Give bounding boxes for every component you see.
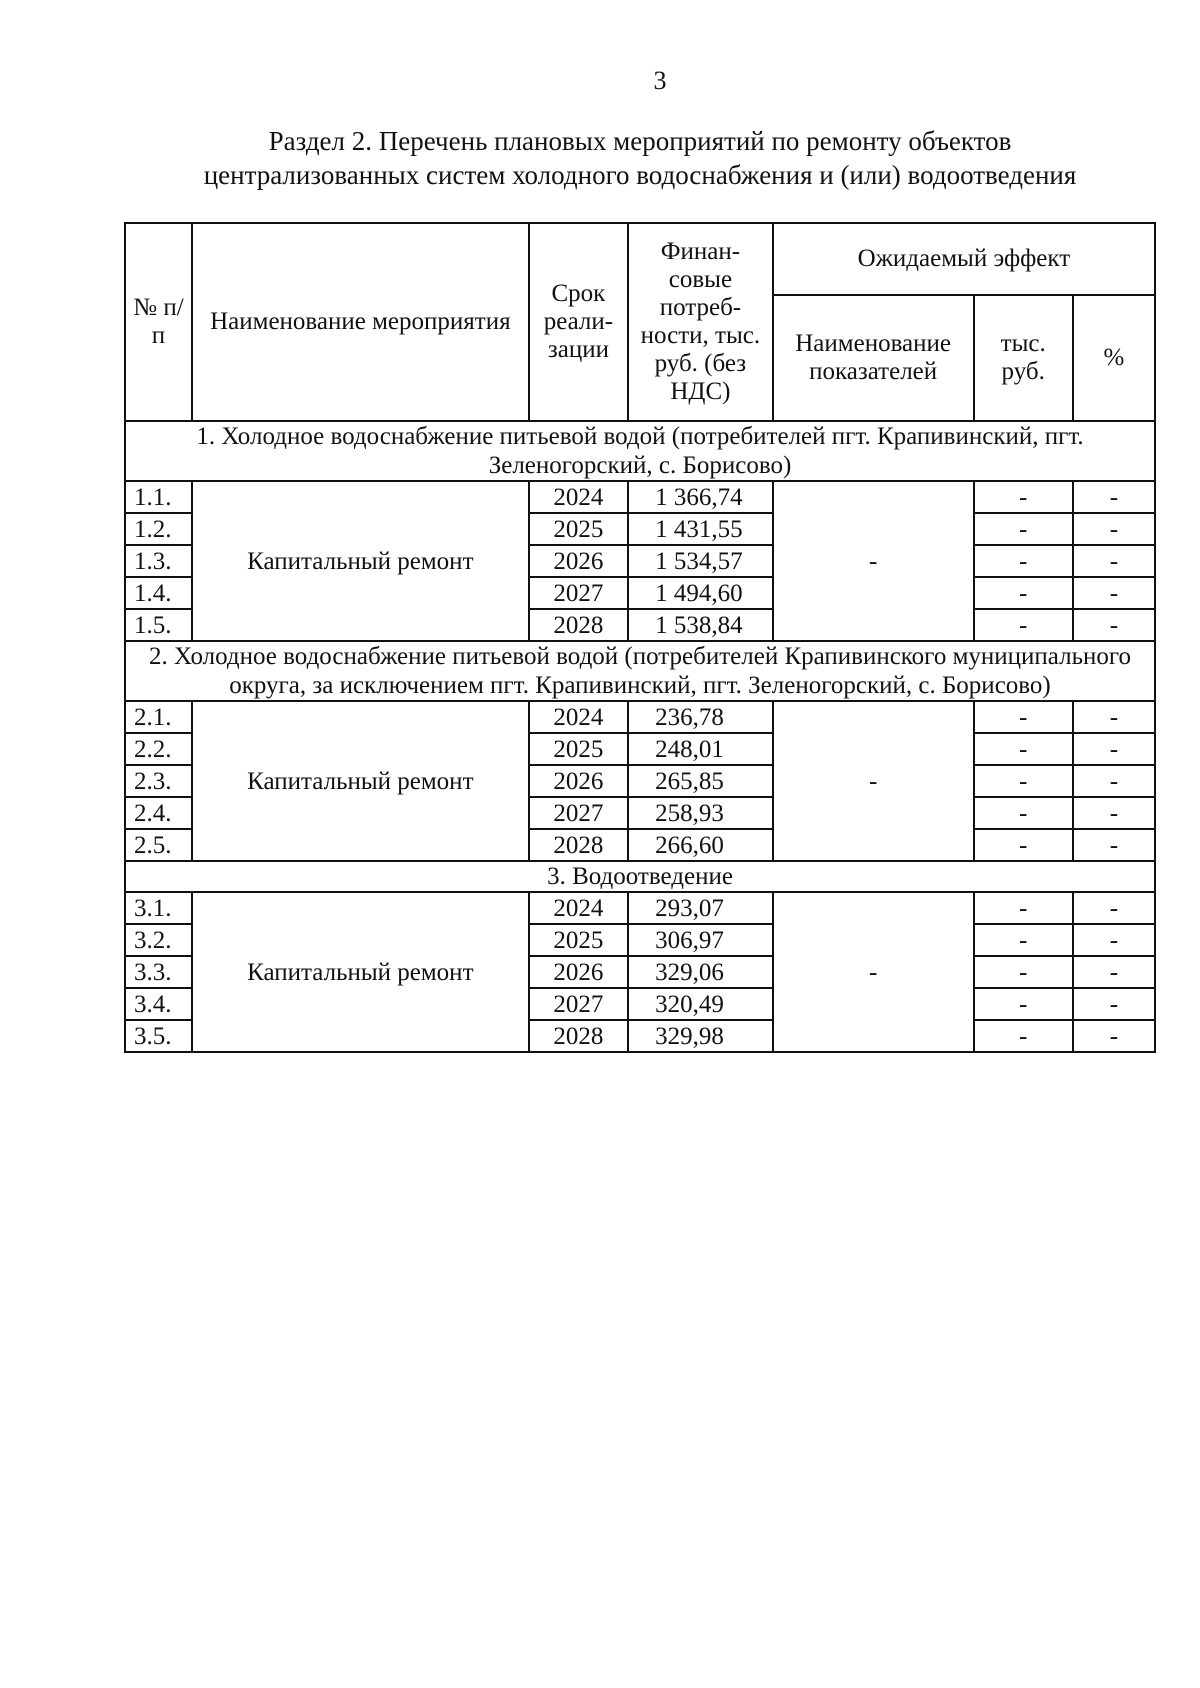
row-number: 2.2. <box>125 733 192 765</box>
row-effect-percent: - <box>1073 924 1155 956</box>
row-year: 2025 <box>529 733 628 765</box>
row-year: 2027 <box>529 797 628 829</box>
table-row <box>125 701 1155 733</box>
section-title-line-1: Раздел 2. Перечень плановых мероприятий по ремонту объектов <box>268 126 1012 156</box>
row-effect-percent: - <box>1073 701 1155 733</box>
row-effect-rub: - <box>974 956 1073 988</box>
row-effect-rub: - <box>974 481 1073 513</box>
row-year: 2024 <box>529 701 628 733</box>
activity-name: Капитальный ремонт <box>192 481 529 641</box>
row-finance: 1 366,74 <box>628 481 773 513</box>
table-row <box>125 892 1155 924</box>
row-effect-percent: - <box>1073 765 1155 797</box>
table-row <box>125 481 1155 513</box>
row-effect-percent: - <box>1073 829 1155 861</box>
group-title: 3. Водоотведение <box>125 861 1155 892</box>
effect-indicator-name: - <box>773 481 974 641</box>
row-number: 1.5. <box>125 609 192 641</box>
row-year: 2028 <box>529 1020 628 1052</box>
row-finance: 329,06 <box>628 956 773 988</box>
row-number: 2.5. <box>125 829 192 861</box>
group-header-row <box>125 641 1155 701</box>
row-year: 2028 <box>529 829 628 861</box>
activity-name: Капитальный ремонт <box>192 892 529 1052</box>
header-effect-indicator-name: Наименование показателей <box>773 295 974 421</box>
row-number: 2.3. <box>125 765 192 797</box>
row-number: 3.1. <box>125 892 192 924</box>
row-effect-percent: - <box>1073 577 1155 609</box>
row-effect-rub: - <box>974 545 1073 577</box>
row-number: 3.4. <box>125 988 192 1020</box>
row-effect-percent: - <box>1073 609 1155 641</box>
row-effect-rub: - <box>974 924 1073 956</box>
row-effect-percent: - <box>1073 1020 1155 1052</box>
section-title-line-2: централизованных систем холодного водоснабжения и (или) водоотведения <box>203 160 1077 190</box>
row-finance: 329,98 <box>628 1020 773 1052</box>
row-finance: 266,60 <box>628 829 773 861</box>
header-num: № п/п <box>125 223 192 421</box>
row-finance: 248,01 <box>628 733 773 765</box>
row-number: 1.1. <box>125 481 192 513</box>
header-activity-name: Наименование мероприятия <box>192 223 529 421</box>
row-year: 2026 <box>529 765 628 797</box>
group-header-row <box>125 861 1155 892</box>
row-year: 2028 <box>529 609 628 641</box>
row-effect-percent: - <box>1073 988 1155 1020</box>
row-finance: 258,93 <box>628 797 773 829</box>
row-year: 2026 <box>529 545 628 577</box>
row-finance: 1 494,60 <box>628 577 773 609</box>
row-number: 2.1. <box>125 701 192 733</box>
header-effect-percent: % <box>1073 295 1155 421</box>
row-year: 2027 <box>529 988 628 1020</box>
row-finance: 1 534,57 <box>628 545 773 577</box>
page-number: 3 <box>653 66 667 95</box>
row-effect-rub: - <box>974 797 1073 829</box>
row-effect-percent: - <box>1073 481 1155 513</box>
header-finance: Финан-совые потреб-ности, тыс. руб. (без НДС) <box>628 223 773 421</box>
header-effect-rub: тыс. руб. <box>974 295 1073 421</box>
row-number: 3.3. <box>125 956 192 988</box>
row-finance: 293,07 <box>628 892 773 924</box>
row-number: 2.4. <box>125 797 192 829</box>
row-effect-rub: - <box>974 701 1073 733</box>
row-number: 1.2. <box>125 513 192 545</box>
row-number: 1.3. <box>125 545 192 577</box>
row-effect-rub: - <box>974 577 1073 609</box>
row-number: 3.2. <box>125 924 192 956</box>
table-body <box>125 421 1155 1052</box>
row-year: 2026 <box>529 956 628 988</box>
row-effect-rub: - <box>974 609 1073 641</box>
row-effect-rub: - <box>974 733 1073 765</box>
row-finance: 320,49 <box>628 988 773 1020</box>
row-effect-rub: - <box>974 765 1073 797</box>
activities-table <box>124 222 1156 1053</box>
group-title: 1. Холодное водоснабжение питьевой водой (потребителей пгт. Крапивинский, пгт. Зеленогорский, с. Борисово) <box>125 421 1155 481</box>
row-effect-percent: - <box>1073 956 1155 988</box>
row-effect-percent: - <box>1073 513 1155 545</box>
row-year: 2025 <box>529 924 628 956</box>
row-effect-percent: - <box>1073 545 1155 577</box>
row-year: 2024 <box>529 481 628 513</box>
effect-indicator-name: - <box>773 892 974 1052</box>
row-effect-percent: - <box>1073 892 1155 924</box>
activity-name: Капитальный ремонт <box>192 701 529 861</box>
section-title <box>120 124 1160 192</box>
row-effect-rub: - <box>974 988 1073 1020</box>
row-year: 2025 <box>529 513 628 545</box>
row-number: 3.5. <box>125 1020 192 1052</box>
header-expected-effect: Ожидаемый эффект <box>773 223 1155 295</box>
row-finance: 1 538,84 <box>628 609 773 641</box>
row-effect-percent: - <box>1073 797 1155 829</box>
effect-indicator-name: - <box>773 701 974 861</box>
row-effect-rub: - <box>974 1020 1073 1052</box>
row-number: 1.4. <box>125 577 192 609</box>
row-year: 2027 <box>529 577 628 609</box>
row-effect-percent: - <box>1073 733 1155 765</box>
header-term: Срок реали-зации <box>529 223 628 421</box>
row-finance: 265,85 <box>628 765 773 797</box>
group-header-row <box>125 421 1155 481</box>
row-finance: 1 431,55 <box>628 513 773 545</box>
row-effect-rub: - <box>974 513 1073 545</box>
row-year: 2024 <box>529 892 628 924</box>
row-finance: 236,78 <box>628 701 773 733</box>
row-effect-rub: - <box>974 892 1073 924</box>
row-finance: 306,97 <box>628 924 773 956</box>
row-effect-rub: - <box>974 829 1073 861</box>
group-title: 2. Холодное водоснабжение питьевой водой (потребителей Крапивинского муниципального округа, за исключением пгт. Крапивинский, пгт. Зеленогорский, с. Борисово) <box>125 641 1155 701</box>
